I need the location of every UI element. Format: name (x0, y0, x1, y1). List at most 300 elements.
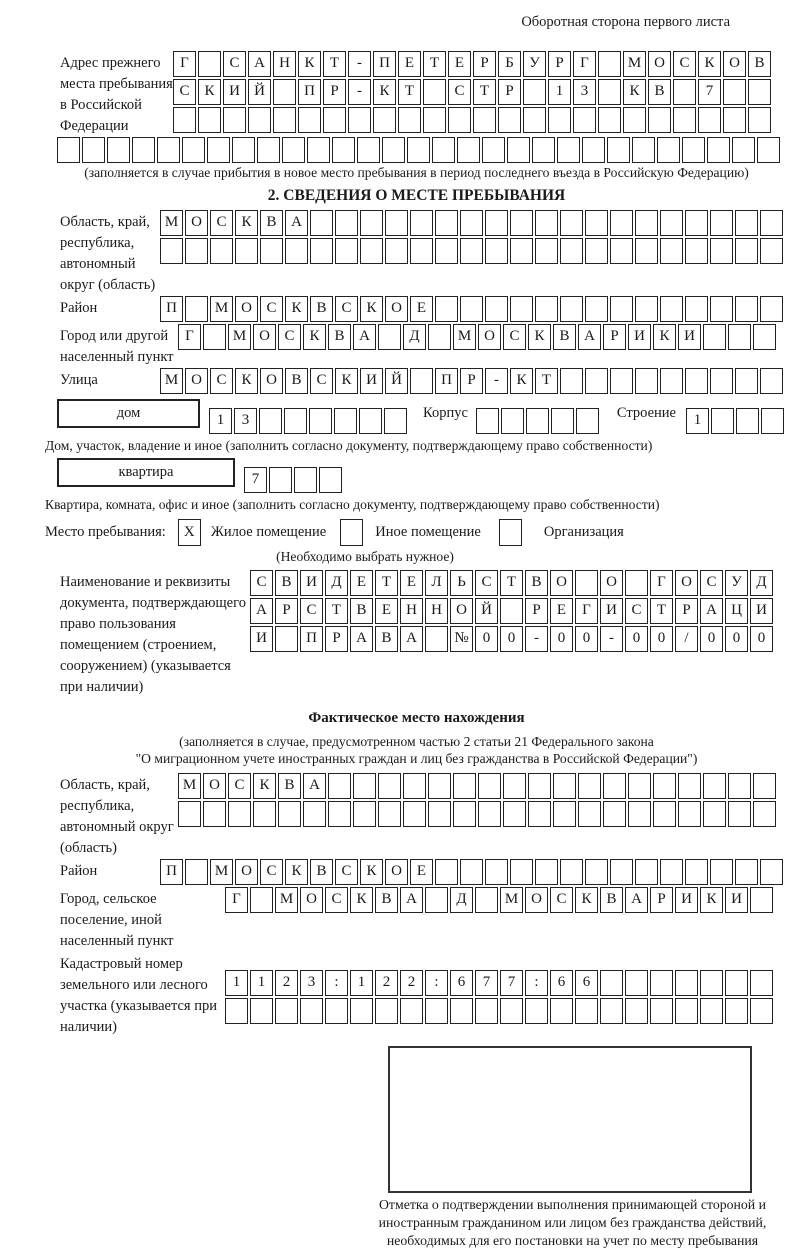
char-cell[interactable]: М (623, 51, 646, 77)
char-cell[interactable] (360, 238, 383, 264)
char-cell[interactable]: К (623, 79, 646, 105)
char-cell[interactable]: О (235, 859, 258, 885)
char-cell[interactable] (710, 859, 733, 885)
char-cell[interactable]: В (553, 324, 576, 350)
char-cell[interactable]: Д (450, 887, 473, 913)
char-cell[interactable]: С (335, 296, 358, 322)
char-cell[interactable] (310, 238, 333, 264)
char-cell[interactable] (410, 368, 433, 394)
char-cell[interactable]: К (198, 79, 221, 105)
char-cell[interactable]: Т (325, 598, 348, 624)
char-cell[interactable] (610, 859, 633, 885)
char-cell[interactable] (761, 408, 784, 434)
char-cell[interactable] (303, 801, 326, 827)
char-cell[interactable] (710, 368, 733, 394)
char-cell[interactable]: Е (448, 51, 471, 77)
char-cell[interactable]: К (235, 210, 258, 236)
char-cell[interactable]: 1 (350, 970, 373, 996)
char-cell[interactable] (560, 296, 583, 322)
char-cell[interactable] (460, 296, 483, 322)
char-cell[interactable] (607, 137, 630, 163)
char-cell[interactable] (635, 368, 658, 394)
char-cell[interactable]: К (510, 368, 533, 394)
char-cell[interactable] (650, 970, 673, 996)
char-cell[interactable]: С (260, 296, 283, 322)
char-cell[interactable]: О (185, 368, 208, 394)
char-cell[interactable]: Р (498, 79, 521, 105)
char-cell[interactable] (760, 210, 783, 236)
char-cell[interactable] (735, 238, 758, 264)
char-cell[interactable]: 0 (750, 626, 773, 652)
char-cell[interactable] (375, 998, 398, 1024)
checkbox-organization[interactable] (499, 519, 522, 546)
char-cell[interactable] (457, 137, 480, 163)
char-cell[interactable]: С (448, 79, 471, 105)
char-cell[interactable]: 2 (400, 970, 423, 996)
char-cell[interactable]: 0 (625, 626, 648, 652)
checkbox-other-premises[interactable] (340, 519, 363, 546)
char-cell[interactable]: С (550, 887, 573, 913)
char-cell[interactable]: Р (275, 598, 298, 624)
char-cell[interactable] (753, 324, 776, 350)
char-cell[interactable] (678, 801, 701, 827)
char-cell[interactable]: М (210, 859, 233, 885)
char-cell[interactable] (503, 773, 526, 799)
char-cell[interactable] (500, 998, 523, 1024)
char-cell[interactable]: : (525, 970, 548, 996)
char-cell[interactable] (348, 107, 371, 133)
char-cell[interactable]: В (525, 570, 548, 596)
char-cell[interactable] (523, 79, 546, 105)
char-cell[interactable]: А (353, 324, 376, 350)
char-cell[interactable] (425, 626, 448, 652)
char-cell[interactable] (476, 408, 499, 434)
char-cell[interactable]: К (698, 51, 721, 77)
char-cell[interactable]: М (453, 324, 476, 350)
char-cell[interactable]: О (185, 210, 208, 236)
char-cell[interactable] (757, 137, 780, 163)
char-cell[interactable] (378, 801, 401, 827)
char-cell[interactable] (628, 773, 651, 799)
char-cell[interactable]: О (600, 570, 623, 596)
char-cell[interactable] (585, 296, 608, 322)
char-cell[interactable]: С (700, 570, 723, 596)
char-cell[interactable] (198, 107, 221, 133)
char-cell[interactable] (407, 137, 430, 163)
char-cell[interactable]: А (285, 210, 308, 236)
char-cell[interactable] (501, 408, 524, 434)
char-cell[interactable] (553, 801, 576, 827)
char-cell[interactable] (528, 801, 551, 827)
char-cell[interactable] (500, 598, 523, 624)
char-cell[interactable]: Т (473, 79, 496, 105)
char-cell[interactable] (403, 773, 426, 799)
char-cell[interactable]: К (653, 324, 676, 350)
char-cell[interactable]: 1 (686, 408, 709, 434)
char-cell[interactable]: В (748, 51, 771, 77)
char-cell[interactable] (598, 79, 621, 105)
char-cell[interactable] (284, 408, 307, 434)
char-cell[interactable]: О (525, 887, 548, 913)
char-cell[interactable] (573, 107, 596, 133)
char-cell[interactable] (725, 970, 748, 996)
char-cell[interactable] (460, 859, 483, 885)
char-cell[interactable] (410, 238, 433, 264)
char-cell[interactable] (535, 296, 558, 322)
char-cell[interactable] (535, 859, 558, 885)
char-cell[interactable]: Г (575, 598, 598, 624)
char-cell[interactable]: П (435, 368, 458, 394)
char-cell[interactable] (610, 296, 633, 322)
char-cell[interactable] (735, 210, 758, 236)
char-cell[interactable]: К (700, 887, 723, 913)
char-cell[interactable] (523, 107, 546, 133)
char-cell[interactable]: С (475, 570, 498, 596)
char-cell[interactable]: Т (650, 598, 673, 624)
char-cell[interactable] (410, 210, 433, 236)
char-cell[interactable] (528, 773, 551, 799)
char-cell[interactable]: 1 (548, 79, 571, 105)
char-cell[interactable] (278, 801, 301, 827)
char-cell[interactable] (300, 998, 323, 1024)
char-cell[interactable] (735, 296, 758, 322)
char-cell[interactable] (625, 998, 648, 1024)
char-cell[interactable]: Р (675, 598, 698, 624)
char-cell[interactable]: К (360, 859, 383, 885)
char-cell[interactable] (635, 296, 658, 322)
char-cell[interactable]: Г (650, 570, 673, 596)
char-cell[interactable]: О (723, 51, 746, 77)
char-cell[interactable]: С (503, 324, 526, 350)
char-cell[interactable] (435, 859, 458, 885)
char-cell[interactable]: Т (398, 79, 421, 105)
char-cell[interactable] (335, 210, 358, 236)
char-cell[interactable] (735, 368, 758, 394)
char-cell[interactable]: 3 (573, 79, 596, 105)
char-cell[interactable] (750, 998, 773, 1024)
char-cell[interactable] (210, 238, 233, 264)
char-cell[interactable] (353, 773, 376, 799)
char-cell[interactable]: А (400, 887, 423, 913)
char-cell[interactable]: Е (398, 51, 421, 77)
char-cell[interactable]: У (523, 51, 546, 77)
char-cell[interactable] (235, 238, 258, 264)
char-cell[interactable]: И (628, 324, 651, 350)
char-cell[interactable] (532, 137, 555, 163)
char-cell[interactable] (198, 51, 221, 77)
char-cell[interactable]: А (700, 598, 723, 624)
char-cell[interactable] (403, 801, 426, 827)
char-cell[interactable] (653, 801, 676, 827)
char-cell[interactable] (635, 859, 658, 885)
char-cell[interactable] (603, 773, 626, 799)
char-cell[interactable]: 0 (575, 626, 598, 652)
char-cell[interactable]: К (285, 859, 308, 885)
char-cell[interactable] (328, 773, 351, 799)
char-cell[interactable] (736, 408, 759, 434)
char-cell[interactable]: К (575, 887, 598, 913)
char-cell[interactable]: 6 (450, 970, 473, 996)
char-cell[interactable] (259, 408, 282, 434)
char-cell[interactable] (207, 137, 230, 163)
char-cell[interactable] (453, 773, 476, 799)
char-cell[interactable] (473, 107, 496, 133)
char-cell[interactable] (257, 137, 280, 163)
char-cell[interactable] (423, 79, 446, 105)
char-cell[interactable] (510, 296, 533, 322)
char-cell[interactable]: Г (178, 324, 201, 350)
char-cell[interactable]: - (485, 368, 508, 394)
char-cell[interactable] (228, 801, 251, 827)
char-cell[interactable]: В (278, 773, 301, 799)
char-cell[interactable] (657, 137, 680, 163)
char-cell[interactable]: 2 (375, 970, 398, 996)
char-cell[interactable]: У (725, 570, 748, 596)
char-cell[interactable] (723, 79, 746, 105)
char-cell[interactable] (723, 107, 746, 133)
char-cell[interactable] (711, 408, 734, 434)
char-cell[interactable] (685, 210, 708, 236)
char-cell[interactable]: К (360, 296, 383, 322)
char-cell[interactable] (635, 238, 658, 264)
char-cell[interactable]: 6 (550, 970, 573, 996)
char-cell[interactable] (635, 210, 658, 236)
char-cell[interactable]: - (348, 79, 371, 105)
char-cell[interactable]: Р (548, 51, 571, 77)
char-cell[interactable] (475, 887, 498, 913)
char-cell[interactable] (435, 296, 458, 322)
char-cell[interactable] (107, 137, 130, 163)
char-cell[interactable] (173, 107, 196, 133)
char-cell[interactable] (685, 238, 708, 264)
char-cell[interactable]: 7 (698, 79, 721, 105)
char-cell[interactable] (423, 107, 446, 133)
char-cell[interactable] (307, 137, 330, 163)
char-cell[interactable] (748, 79, 771, 105)
char-cell[interactable] (710, 296, 733, 322)
char-cell[interactable]: Г (225, 887, 248, 913)
char-cell[interactable]: В (260, 210, 283, 236)
char-cell[interactable]: 3 (234, 408, 257, 434)
char-cell[interactable]: К (335, 368, 358, 394)
char-cell[interactable] (335, 238, 358, 264)
char-cell[interactable]: И (678, 324, 701, 350)
char-cell[interactable]: О (260, 368, 283, 394)
char-cell[interactable] (575, 570, 598, 596)
char-cell[interactable]: Р (460, 368, 483, 394)
char-cell[interactable]: К (373, 79, 396, 105)
char-cell[interactable] (685, 368, 708, 394)
char-cell[interactable] (160, 238, 183, 264)
char-cell[interactable]: А (248, 51, 271, 77)
char-cell[interactable] (653, 773, 676, 799)
char-cell[interactable]: Е (550, 598, 573, 624)
char-cell[interactable]: К (350, 887, 373, 913)
char-cell[interactable]: С (210, 368, 233, 394)
char-cell[interactable] (359, 408, 382, 434)
char-cell[interactable]: Р (473, 51, 496, 77)
char-cell[interactable] (485, 859, 508, 885)
char-cell[interactable]: 1 (250, 970, 273, 996)
char-cell[interactable]: О (300, 887, 323, 913)
char-cell[interactable] (250, 887, 273, 913)
char-cell[interactable]: В (600, 887, 623, 913)
char-cell[interactable] (585, 210, 608, 236)
char-cell[interactable] (250, 998, 273, 1024)
char-cell[interactable] (428, 324, 451, 350)
char-cell[interactable] (710, 238, 733, 264)
char-cell[interactable] (560, 368, 583, 394)
char-cell[interactable]: А (250, 598, 273, 624)
char-cell[interactable] (425, 998, 448, 1024)
char-cell[interactable]: Н (400, 598, 423, 624)
char-cell[interactable]: О (478, 324, 501, 350)
char-cell[interactable] (319, 467, 342, 493)
char-cell[interactable]: П (300, 626, 323, 652)
char-cell[interactable]: А (350, 626, 373, 652)
char-cell[interactable] (660, 859, 683, 885)
char-cell[interactable]: Т (323, 51, 346, 77)
char-cell[interactable] (660, 210, 683, 236)
char-cell[interactable]: О (648, 51, 671, 77)
char-cell[interactable]: Е (410, 859, 433, 885)
char-cell[interactable] (660, 368, 683, 394)
char-cell[interactable] (485, 210, 508, 236)
char-cell[interactable] (435, 210, 458, 236)
char-cell[interactable] (703, 773, 726, 799)
char-cell[interactable]: В (350, 598, 373, 624)
char-cell[interactable] (510, 238, 533, 264)
char-cell[interactable]: С (228, 773, 251, 799)
char-cell[interactable] (550, 998, 573, 1024)
char-cell[interactable] (535, 238, 558, 264)
char-cell[interactable] (332, 137, 355, 163)
char-cell[interactable] (675, 998, 698, 1024)
char-cell[interactable] (748, 107, 771, 133)
char-cell[interactable] (585, 859, 608, 885)
char-cell[interactable]: М (178, 773, 201, 799)
char-cell[interactable] (428, 773, 451, 799)
char-cell[interactable] (203, 324, 226, 350)
char-cell[interactable]: Т (375, 570, 398, 596)
char-cell[interactable]: - (600, 626, 623, 652)
char-cell[interactable] (432, 137, 455, 163)
char-cell[interactable] (598, 107, 621, 133)
char-cell[interactable]: / (675, 626, 698, 652)
char-cell[interactable]: И (675, 887, 698, 913)
char-cell[interactable] (548, 107, 571, 133)
char-cell[interactable] (760, 238, 783, 264)
char-cell[interactable]: А (303, 773, 326, 799)
char-cell[interactable]: 2 (275, 970, 298, 996)
char-cell[interactable]: И (300, 570, 323, 596)
char-cell[interactable] (309, 408, 332, 434)
char-cell[interactable]: Г (173, 51, 196, 77)
char-cell[interactable]: Р (323, 79, 346, 105)
char-cell[interactable]: К (235, 368, 258, 394)
char-cell[interactable] (57, 137, 80, 163)
char-cell[interactable]: С (625, 598, 648, 624)
char-cell[interactable]: О (450, 598, 473, 624)
char-cell[interactable] (603, 801, 626, 827)
char-cell[interactable]: В (375, 887, 398, 913)
char-cell[interactable]: В (275, 570, 298, 596)
char-cell[interactable] (625, 570, 648, 596)
char-cell[interactable] (273, 107, 296, 133)
char-cell[interactable] (223, 107, 246, 133)
char-cell[interactable] (323, 107, 346, 133)
char-cell[interactable]: П (160, 296, 183, 322)
char-cell[interactable]: : (425, 970, 448, 996)
char-cell[interactable]: Н (425, 598, 448, 624)
char-cell[interactable]: М (228, 324, 251, 350)
char-cell[interactable] (185, 238, 208, 264)
char-cell[interactable] (478, 801, 501, 827)
char-cell[interactable]: К (303, 324, 326, 350)
char-cell[interactable] (378, 324, 401, 350)
char-cell[interactable] (660, 238, 683, 264)
char-cell[interactable] (650, 998, 673, 1024)
char-cell[interactable]: В (310, 859, 333, 885)
char-cell[interactable]: С (210, 210, 233, 236)
char-cell[interactable]: - (348, 51, 371, 77)
char-cell[interactable] (585, 238, 608, 264)
char-cell[interactable] (485, 238, 508, 264)
char-cell[interactable] (334, 408, 357, 434)
char-cell[interactable]: В (375, 626, 398, 652)
char-cell[interactable] (260, 238, 283, 264)
char-cell[interactable] (535, 210, 558, 236)
char-cell[interactable] (360, 210, 383, 236)
char-cell[interactable]: Й (475, 598, 498, 624)
char-cell[interactable] (703, 324, 726, 350)
char-cell[interactable]: М (160, 210, 183, 236)
char-cell[interactable]: 6 (575, 970, 598, 996)
char-cell[interactable] (728, 773, 751, 799)
char-cell[interactable]: О (385, 859, 408, 885)
char-cell[interactable]: С (250, 570, 273, 596)
char-cell[interactable] (282, 137, 305, 163)
char-cell[interactable] (225, 998, 248, 1024)
char-cell[interactable]: 0 (475, 626, 498, 652)
char-cell[interactable] (760, 859, 783, 885)
char-cell[interactable] (582, 137, 605, 163)
char-cell[interactable] (710, 210, 733, 236)
char-cell[interactable] (453, 801, 476, 827)
char-cell[interactable] (400, 998, 423, 1024)
char-cell[interactable] (600, 970, 623, 996)
char-cell[interactable] (685, 296, 708, 322)
char-cell[interactable] (178, 801, 201, 827)
char-cell[interactable] (578, 773, 601, 799)
char-cell[interactable] (576, 408, 599, 434)
char-cell[interactable]: И (250, 626, 273, 652)
char-cell[interactable] (610, 368, 633, 394)
char-cell[interactable]: М (500, 887, 523, 913)
char-cell[interactable] (673, 107, 696, 133)
char-cell[interactable] (232, 137, 255, 163)
char-cell[interactable]: О (675, 570, 698, 596)
char-cell[interactable]: О (253, 324, 276, 350)
char-cell[interactable]: С (310, 368, 333, 394)
char-cell[interactable]: И (600, 598, 623, 624)
char-cell[interactable]: Д (750, 570, 773, 596)
char-cell[interactable] (82, 137, 105, 163)
char-cell[interactable] (435, 238, 458, 264)
char-cell[interactable] (578, 801, 601, 827)
char-cell[interactable] (703, 801, 726, 827)
char-cell[interactable] (735, 859, 758, 885)
